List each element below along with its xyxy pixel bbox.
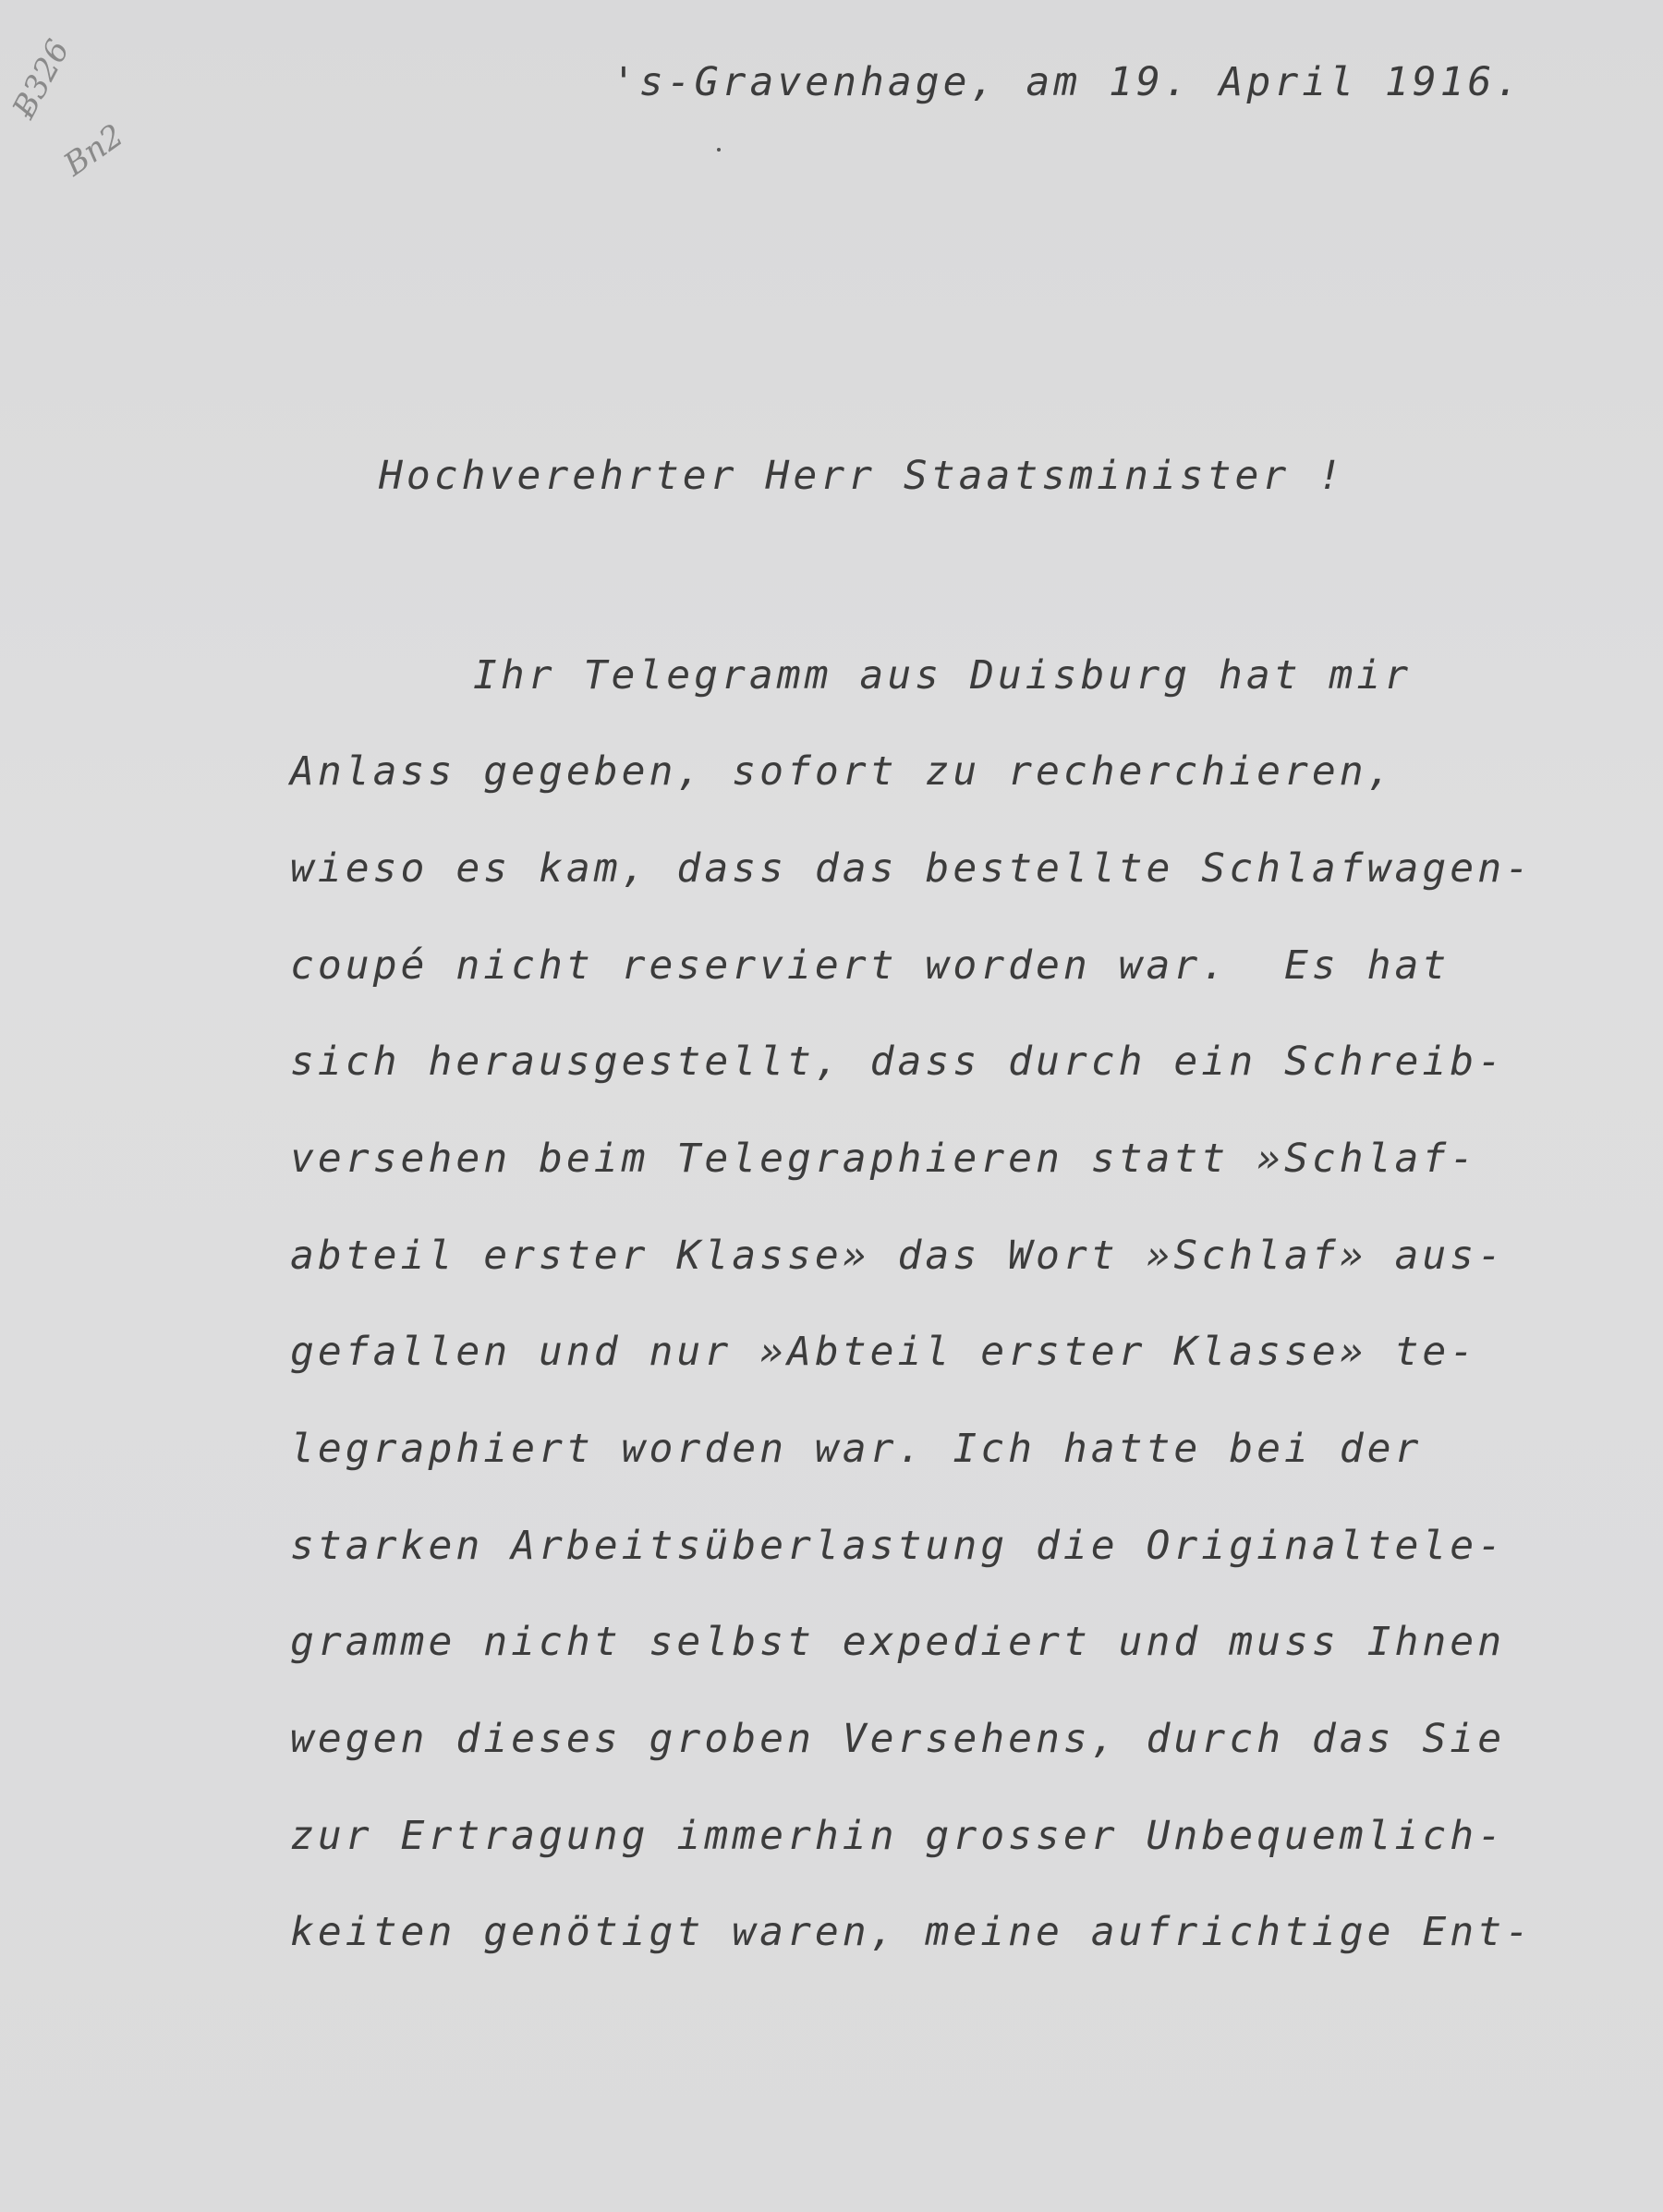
margin-note-archive: Ƀ326 <box>6 33 78 125</box>
body-line: abteil erster Klasse» das Wort »Schlaf» aus- <box>290 1233 1506 1279</box>
body-line: keiten genötigt waren, meine aufrichtige Ent- <box>290 1909 1533 1955</box>
body-line: zur Ertragung immerhin grosser Unbequemlich- <box>290 1813 1506 1859</box>
body-line: Ihr Telegramm aus Duisburg hat mir <box>473 652 1413 699</box>
margin-note-secondary: Bn2 <box>57 116 131 184</box>
body-line: coupé nicht reserviert worden war. Es hat <box>290 942 1451 989</box>
body-line: legraphiert worden war. Ich hatte bei der <box>290 1426 1423 1472</box>
body-line: gramme nicht selbst expediert und muss Ihnen <box>290 1619 1506 1665</box>
body-line: starken Arbeitsüberlastung die Originaltele- <box>290 1523 1506 1569</box>
body-line: versehen beim Telegraphieren statt »Schlaf- <box>290 1136 1478 1182</box>
body-line: gefallen und nur »Abteil erster Klasse» te- <box>290 1329 1478 1375</box>
body-line: sich herausgestellt, dass durch ein Schreib- <box>290 1039 1506 1085</box>
body-line: Anlass gegeben, sofort zu recherchieren, <box>290 748 1395 795</box>
dateline: 's-Gravenhage, am 19. April 1916. <box>612 59 1523 105</box>
paper-speck <box>717 148 721 152</box>
salutation: Hochverehrter Herr Staatsminister ! <box>379 453 1346 499</box>
body-line: wegen dieses groben Versehens, durch das Sie <box>290 1716 1506 1762</box>
body-line: wieso es kam, dass das bestellte Schlafwagen- <box>290 845 1533 892</box>
